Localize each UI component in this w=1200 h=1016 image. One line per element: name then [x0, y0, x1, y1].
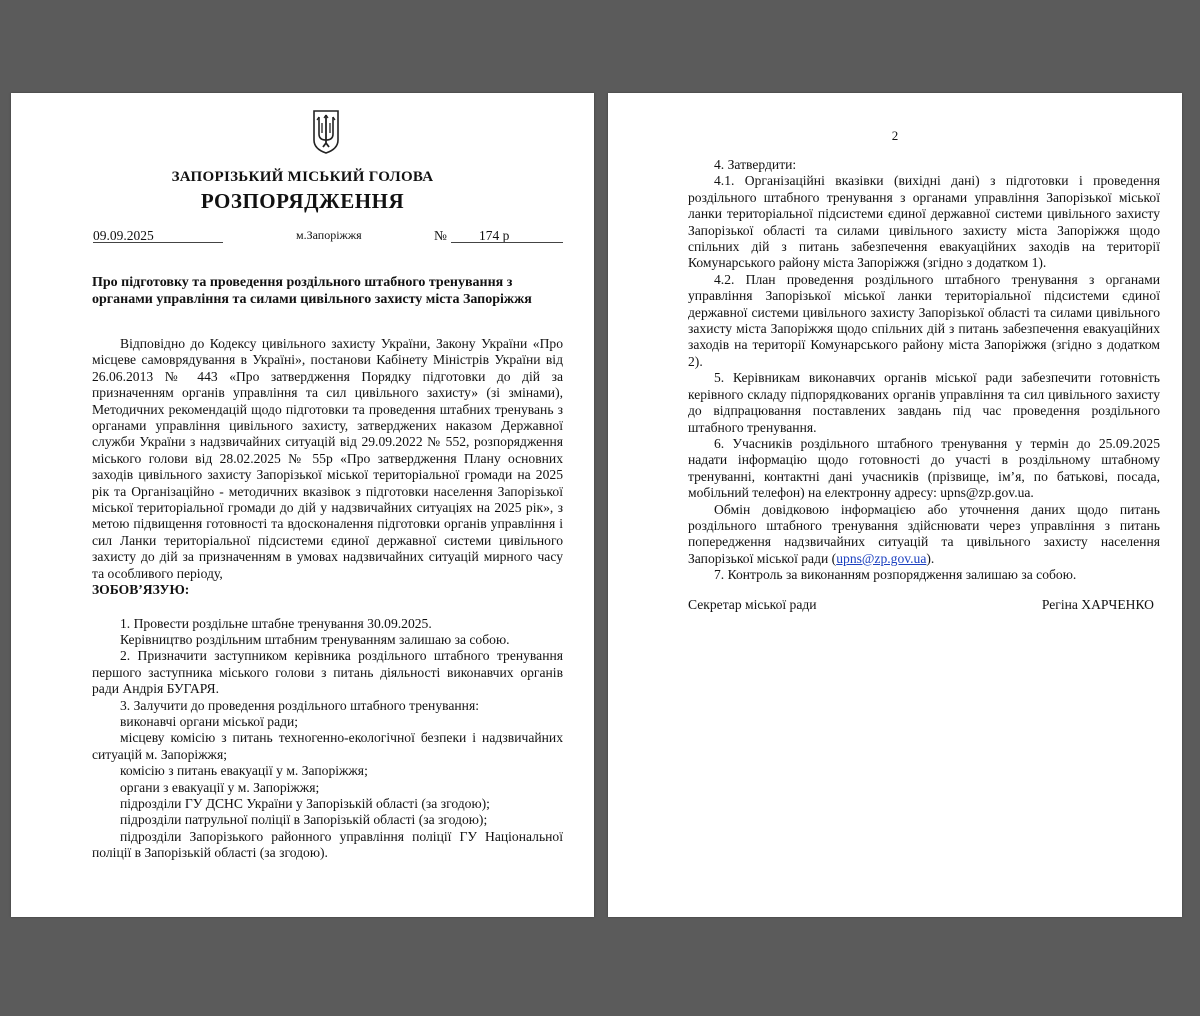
- list-item: 6. Учасників роздільного штабного тренування у термін до 25.09.2025 надати інформацію щодо готовності до участі в роздільному штабному тренуванні, контактні дані учасників (прізвище, ім’я, по батькові, посада, мобільний телефон) на електронну адресу: upns@zp.gov.ua.: [688, 435, 1160, 501]
- signatory-position: Секретар міської ради: [688, 597, 817, 612]
- exchange-text: Обмін довідковою інформацією або уточнення даних щодо питань роздільного штабного тренування здійснювати через управління з питань попередження надзвичайних ситуацій та цивільного захисту населення Запорізької міської ради (: [688, 501, 1160, 566]
- list-item: 4.1. Організаційні вказівки (вихідні дані) з підготовки і проведення роздільного штабного тренування з органами управління Запорізької міської ланки територіальної підсистеми єдиної державної системи цивільного захисту Запорізької області та силами цивільного захисту міста Запоріжжя щодо спільних дій з питань забезпечення евакуаційних заходів на території Комунарського району міста Запоріжжя (згідно з додатком 1).: [688, 173, 1160, 271]
- page-number: 2: [891, 128, 899, 143]
- email-link[interactable]: upns@zp.gov.ua: [836, 550, 927, 566]
- document-body-page-2: [688, 157, 1160, 584]
- list-item: комісію з питань евакуації у м. Запоріжжя;: [120, 763, 368, 779]
- trident-coat-of-arms-icon: [311, 109, 341, 155]
- oblige-heading: ЗОБОВ’ЯЗУЮ:: [92, 582, 190, 598]
- list-item: Керівництво роздільним штабним тренуванням залишаю за собою.: [120, 631, 510, 647]
- date-underline: [93, 242, 223, 243]
- list-item: 2. Призначити заступником керівника роздільного штабного тренування першого заступника міського голови з питань діяльності виконавчих органів ради Андрія БУГАРЯ.: [92, 648, 563, 697]
- document-page-1: [11, 93, 594, 917]
- list-item: 3. Залучити до проведення роздільного штабного тренування:: [120, 697, 479, 713]
- document-type-title: РОЗПОРЯДЖЕННЯ: [200, 189, 405, 213]
- preamble-paragraph: Відповідно до Кодексу цивільного захисту України, Закону України «Про місцеве самоврядування в Україні», постанови Кабінету Міністрів України від 26.06.2013 № 443 «Про затвердження Порядку підготовки до дій за призначенням органів управління та сил цивільного захисту» (зі змінами), Методичних рекомендацій щодо підготовки та проведення штабних тренувань з органами управління цивільного захисту, затверджених наказом Державної служби України з надзвичайних ситуацій від 29.09.2022 № 552, розпорядження міського голови від 28.02.2025 № 55р «Про затвердження Плану основних заходів цивільного захисту Запорізької міської територіальної громади на 2025 рік та Організаційно - методичних вказівок з підготовки населення Запорізької міської територіальної громади до дій у надзвичайних ситуаціях на 2025 рік», з метою підвищення готовності та вдосконалення підготовки органів управління і сил Ланки територіальної підсистеми єдиної державної системи цивільного захисту до дій за призначенням в умовах надзвичайних ситуацій мирного часу та особливого періоду,: [92, 336, 563, 581]
- list-item: 7. Контроль за виконанням розпорядження залишаю за собою.: [714, 567, 1077, 583]
- document-number: 174 р: [479, 228, 510, 243]
- number-underline: [451, 242, 563, 243]
- list-item: виконавчі органи міської ради;: [120, 713, 299, 729]
- list-item: підрозділи ГУ ДСНС України у Запорізькій області (за згодою);: [120, 795, 490, 811]
- signatory-name: Регіна ХАРЧЕНКО: [1041, 597, 1154, 612]
- list-item: 4.2. План проведення роздільного штабного тренування з органами управління Запорізької міської ланки територіальної підсистеми єдиної державної системи цивільного захисту Запорізької області та силами цивільного захисту міста Запоріжжя щодо спільних дій з питань забезпечення евакуаційних заходів на території Комунарського району міста Запоріжжя (згідно з додатком 2).: [688, 271, 1160, 369]
- exchange-paragraph: [688, 502, 1160, 568]
- list-item: 5. Керівникам виконавчих органів міської ради забезпечити готовність керівного складу підпорядкованих органів управління та сил цивільного захисту до відпрацювання поставлених завдань під час проведення роздільного штабного тренування.: [688, 370, 1160, 435]
- document-date: 09.09.2025: [93, 228, 154, 243]
- list-item: 4. Затвердити:: [714, 157, 797, 172]
- list-item: органи з евакуації у м. Запоріжжя;: [120, 779, 320, 795]
- exchange-end: ).: [926, 550, 935, 566]
- document-subject: Про підготовку та проведення роздільного штабного тренування з органами управління та силами цивільного захисту міста Запоріжжя: [92, 275, 532, 307]
- list-item: підрозділи патрульної поліції в Запорізькій області (за згодою);: [120, 812, 488, 828]
- issuer-title: ЗАПОРІЗЬКИЙ МІСЬКИЙ ГОЛОВА: [171, 169, 434, 185]
- document-body-page-1: [92, 336, 563, 862]
- list-item: місцеву комісію з питань техногенно-екологічної безпеки і надзвичайних ситуацій м. Запоріжжя;: [92, 730, 563, 762]
- list-item: підрозділи Запорізького районного управління поліції ГУ Національної поліції в Запорізькій області (за згодою).: [92, 828, 563, 861]
- number-sign: №: [434, 228, 447, 243]
- document-place: м.Запоріжжя: [296, 228, 362, 242]
- document-page-2: [608, 93, 1182, 917]
- list-item: 1. Провести роздільне штабне тренування 30.09.2025.: [120, 615, 432, 631]
